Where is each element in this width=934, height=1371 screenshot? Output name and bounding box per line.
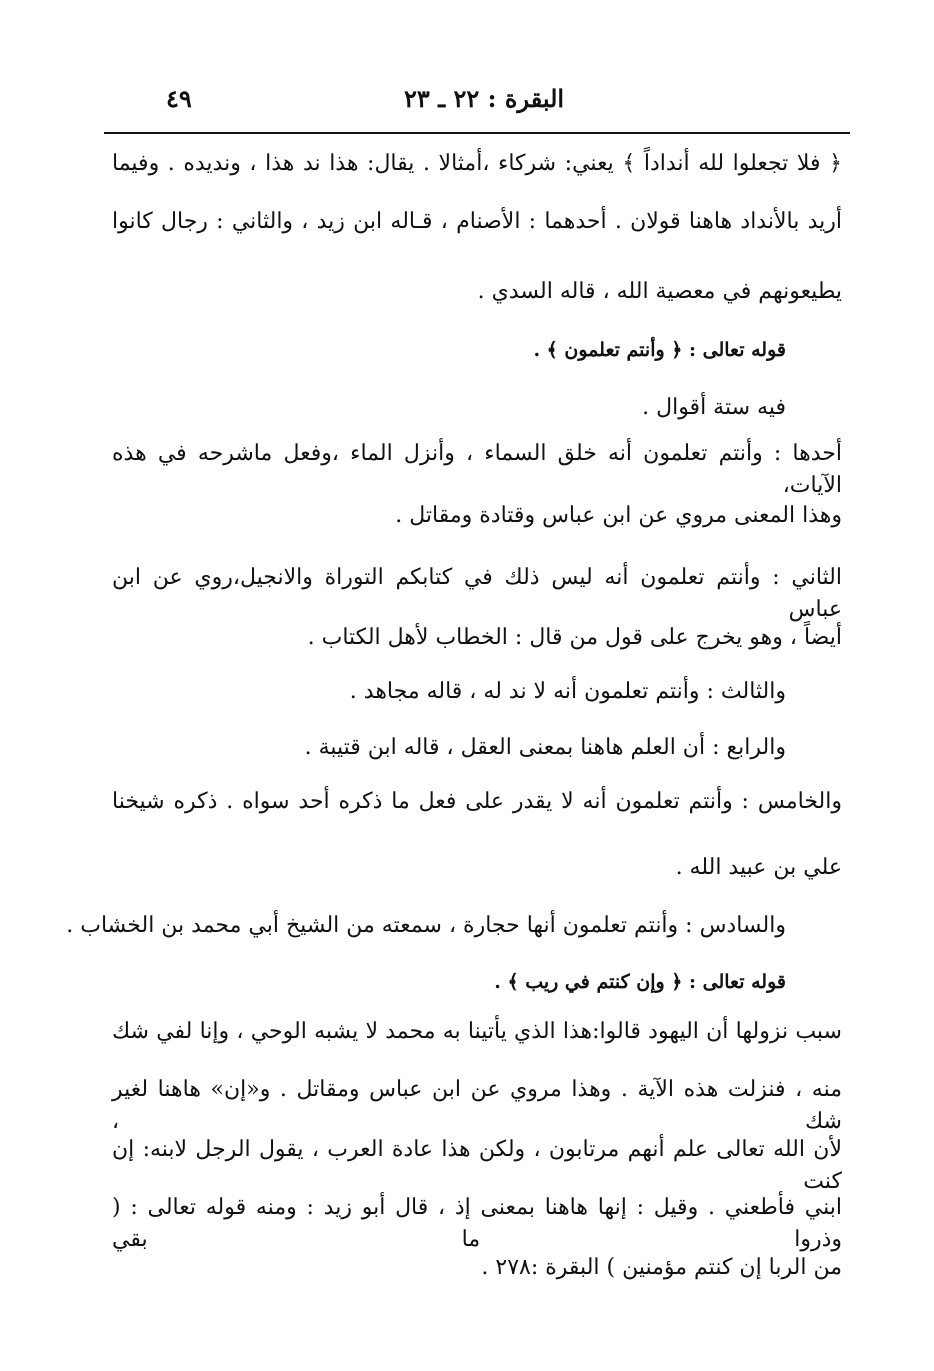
text-line: لأن الله تعالى علم أنهم مرتابون ، ولكن هذا عادة العرب ، يقول الرجل لابنه: إن كنت: [112, 1137, 842, 1194]
verse-heading: قوله تعالى : ﴿ وإن كنتم في ريب ﴾ .: [494, 971, 786, 993]
text-line: من الربا إن كنتم مؤمنين ) البقرة :٢٧٨ .: [481, 1255, 842, 1280]
verse-heading: قوله تعالى : ﴿ وأنتم تعلمون ﴾ .: [533, 339, 786, 361]
text-line: ﴿ فلا تجعلوا لله أنداداً ﴾ يعني: شركاء ،أمثالا . يقال: هذا ند هذا ، ونديده . وفيما: [112, 151, 842, 176]
text-line: والسادس : وأنتم تعلمون أنها حجارة ، سمعته من الشيخ أبي محمد بن الخشاب .: [66, 913, 786, 938]
text-line: أريد بالأنداد هاهنا قولان . أحدهما : الأصنام ، قـاله ابن زيد ، والثاني : رجال كانوا: [112, 209, 842, 234]
text-line: أيضاً ، وهو يخرج على قول من قال : الخطاب لأهل الكتاب .: [307, 625, 842, 650]
page-number: ٤٩: [166, 84, 192, 113]
text-line: علي بن عبيد الله .: [675, 855, 842, 880]
text-line: الثاني : وأنتم تعلمون أنه ليس ذلك في كتابكم التوراة والانجيل،روي عن ابن عباس: [112, 565, 842, 622]
page-header: [104, 78, 850, 134]
text-body: [66, 140, 842, 1360]
text-line: يطيعونهم في معصية الله ، قاله السدي .: [477, 279, 842, 304]
text-line: أحدها : وأنتم تعلمون أنه خلق السماء ، وأنزل الماء ،وفعل ماشرحه في هذه الآيات،: [112, 441, 842, 498]
text-line: فيه ستة أقوال .: [642, 395, 786, 420]
text-line: والثالث : وأنتم تعلمون أنه لا ند له ، قاله مجاهد .: [349, 679, 786, 704]
text-line: وهذا المعنى مروي عن ابن عباس وقتادة ومقاتل .: [395, 503, 842, 528]
text-line: ابني فأطعني . وقيل : إنها هاهنا بمعنى إذ ، قال أبو زيد : ومنه قوله تعالى : ( وذروا ما بقي: [112, 1195, 842, 1252]
text-line: والرابع : أن العلم هاهنا بمعنى العقل ، قاله ابن قتيبة .: [304, 735, 786, 760]
text-line: سبب نزولها أن اليهود قالوا:هذا الذي يأتينا به محمد لا يشبه الوحي ، وإنا لفي شك: [112, 1019, 842, 1044]
running-title: البقرة : ٢٢ ـ ٢٣: [404, 84, 565, 113]
text-line: منه ، فنزلت هذه الآية . وهذا مروي عن ابن عباس ومقاتل . و«إن» هاهنا لغير شك ،: [112, 1077, 842, 1134]
text-line: والخامس : وأنتم تعلمون أنه لا يقدر على فعل ما ذكره أحد سواه . ذكره شيخنا: [112, 789, 842, 814]
